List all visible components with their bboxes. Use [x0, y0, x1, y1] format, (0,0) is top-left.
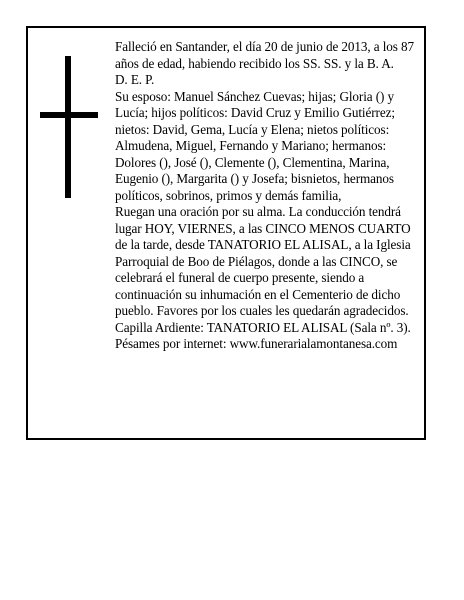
- cross-vertical-bar: [65, 56, 71, 198]
- obituary-text: [115, 39, 419, 353]
- funeral-details: Ruegan una oración por su alma. La conducción tendrá lugar HOY, VIERNES, a las CINCO MENOS CUARTO de la tarde, desde TANATORIO EL ALISAL, a la Iglesia Parroquial de Boo de Piélagos, donde a las CINCO, se celebrará el funeral de cuerpo presente, siendo a continuación su inhumación en el Cementerio de dicho pueblo. Favores por los cuales les quedarán agradecidos. Capilla Ardiente: TANATORIO EL ALISAL (Sala nº. 3).: [115, 204, 411, 335]
- cross-horizontal-bar: [40, 112, 98, 118]
- condolences-line: Pésames por internet: www.funerarialamontanesa.com: [115, 336, 398, 351]
- obituary-notice: [26, 26, 426, 440]
- dep-line: D. E. P.: [115, 72, 155, 87]
- death-announcement: Falleció en Santander, el día 20 de junio de 2013, a los 87 años de edad, habiendo recibido los SS. SS. y la B. A.: [115, 39, 415, 71]
- family-list: Su esposo: Manuel Sánchez Cuevas; hijas; Gloria () y Lucía; hijos políticos: David Cruz y Emilio Gutiérrez; nietos: David, Gema, Lucía y Elena; nietos políticos: Almudena, Miguel, Fernando y Mariano; hermanos: Dolores (), José (), Clemente (), Clementina, Marina, Eugenio (), Margarita () y Josefa; bisnietos, hermanos políticos, sobrinos, primos y demás familia,: [115, 88, 395, 203]
- cross-icon: [40, 56, 98, 198]
